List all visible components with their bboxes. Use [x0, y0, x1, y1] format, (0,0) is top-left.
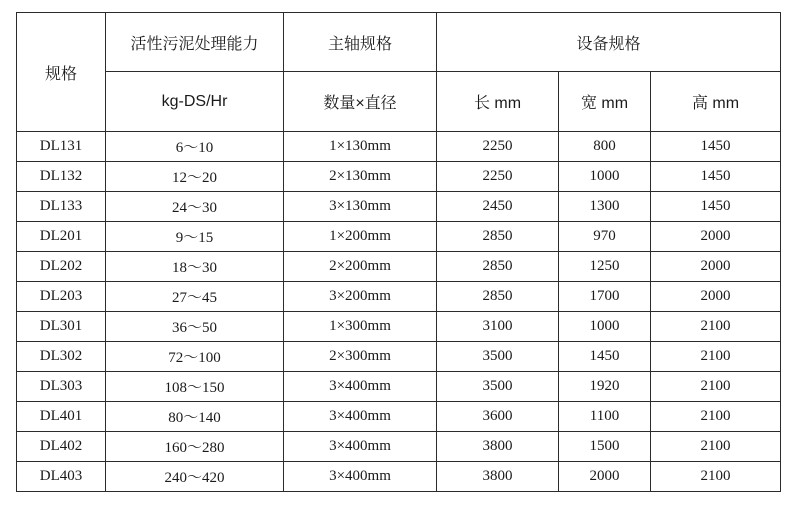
cell-width: 1250 — [559, 252, 651, 282]
cell-model: DL202 — [17, 252, 106, 282]
header-spec: 规格 — [17, 13, 106, 132]
table-row — [17, 312, 781, 342]
table-row — [17, 132, 781, 162]
cell-model: DL301 — [17, 312, 106, 342]
cell-height: 2100 — [651, 342, 781, 372]
cell-model: DL133 — [17, 192, 106, 222]
cell-spindle: 1×300mm — [284, 312, 437, 342]
cell-height: 1450 — [651, 192, 781, 222]
spec-table — [16, 12, 781, 492]
cell-model: DL302 — [17, 342, 106, 372]
header-spindle-unit: 数量×直径 — [284, 72, 437, 132]
cell-height: 2100 — [651, 312, 781, 342]
cell-length: 2250 — [437, 132, 559, 162]
cell-spindle: 2×300mm — [284, 342, 437, 372]
cell-capacity: 36～50 — [106, 312, 284, 342]
header-spindle-title: 主轴规格 — [284, 13, 437, 72]
spec-table-container — [16, 12, 780, 487]
cell-capacity: 108～150 — [106, 372, 284, 402]
table-row — [17, 252, 781, 282]
cell-spindle: 2×130mm — [284, 162, 437, 192]
header-capacity-unit: kg-DS/Hr — [106, 72, 284, 132]
cell-spindle: 3×400mm — [284, 432, 437, 462]
cell-spindle: 3×400mm — [284, 402, 437, 432]
table-body — [17, 132, 781, 492]
cell-length: 2250 — [437, 162, 559, 192]
cell-length: 3800 — [437, 462, 559, 492]
cell-model: DL201 — [17, 222, 106, 252]
cell-model: DL132 — [17, 162, 106, 192]
cell-capacity: 9～15 — [106, 222, 284, 252]
cell-length: 2450 — [437, 192, 559, 222]
cell-length: 3800 — [437, 432, 559, 462]
cell-model: DL403 — [17, 462, 106, 492]
cell-model: DL402 — [17, 432, 106, 462]
cell-length: 3500 — [437, 342, 559, 372]
cell-capacity: 18～30 — [106, 252, 284, 282]
cell-height: 1450 — [651, 162, 781, 192]
cell-spindle: 1×200mm — [284, 222, 437, 252]
header-capacity-title: 活性污泥处理能力 — [106, 13, 284, 72]
table-row — [17, 222, 781, 252]
cell-width: 970 — [559, 222, 651, 252]
cell-length: 3500 — [437, 372, 559, 402]
cell-width: 1500 — [559, 432, 651, 462]
cell-capacity: 24～30 — [106, 192, 284, 222]
cell-width: 800 — [559, 132, 651, 162]
header-height: 高 mm — [651, 72, 781, 132]
cell-length: 2850 — [437, 252, 559, 282]
cell-capacity: 160～280 — [106, 432, 284, 462]
cell-capacity: 12～20 — [106, 162, 284, 192]
cell-width: 1920 — [559, 372, 651, 402]
table-row — [17, 462, 781, 492]
cell-width: 1700 — [559, 282, 651, 312]
cell-spindle: 3×130mm — [284, 192, 437, 222]
cell-length: 3600 — [437, 402, 559, 432]
cell-capacity: 6～10 — [106, 132, 284, 162]
cell-height: 2100 — [651, 372, 781, 402]
cell-spindle: 1×130mm — [284, 132, 437, 162]
table-row — [17, 372, 781, 402]
cell-width: 1100 — [559, 402, 651, 432]
cell-capacity: 80～140 — [106, 402, 284, 432]
cell-height: 1450 — [651, 132, 781, 162]
cell-width: 1000 — [559, 312, 651, 342]
header-equipment-title: 设备规格 — [437, 13, 781, 72]
cell-width: 1450 — [559, 342, 651, 372]
cell-height: 2000 — [651, 252, 781, 282]
table-row — [17, 402, 781, 432]
header-length: 长 mm — [437, 72, 559, 132]
cell-height: 2100 — [651, 462, 781, 492]
table-row — [17, 282, 781, 312]
cell-height: 2100 — [651, 432, 781, 462]
cell-height: 2100 — [651, 402, 781, 432]
cell-model: DL203 — [17, 282, 106, 312]
table-row — [17, 432, 781, 462]
cell-width: 1300 — [559, 192, 651, 222]
cell-length: 3100 — [437, 312, 559, 342]
cell-spindle: 3×400mm — [284, 462, 437, 492]
cell-height: 2000 — [651, 282, 781, 312]
cell-capacity: 240～420 — [106, 462, 284, 492]
cell-spindle: 3×400mm — [284, 372, 437, 402]
cell-width: 2000 — [559, 462, 651, 492]
cell-capacity: 72～100 — [106, 342, 284, 372]
table-header — [17, 13, 781, 132]
cell-length: 2850 — [437, 222, 559, 252]
cell-width: 1000 — [559, 162, 651, 192]
header-width: 宽 mm — [559, 72, 651, 132]
cell-spindle: 3×200mm — [284, 282, 437, 312]
cell-spindle: 2×200mm — [284, 252, 437, 282]
table-row — [17, 162, 781, 192]
cell-model: DL303 — [17, 372, 106, 402]
cell-model: DL401 — [17, 402, 106, 432]
cell-capacity: 27～45 — [106, 282, 284, 312]
cell-model: DL131 — [17, 132, 106, 162]
table-row — [17, 342, 781, 372]
cell-height: 2000 — [651, 222, 781, 252]
cell-length: 2850 — [437, 282, 559, 312]
table-row — [17, 192, 781, 222]
